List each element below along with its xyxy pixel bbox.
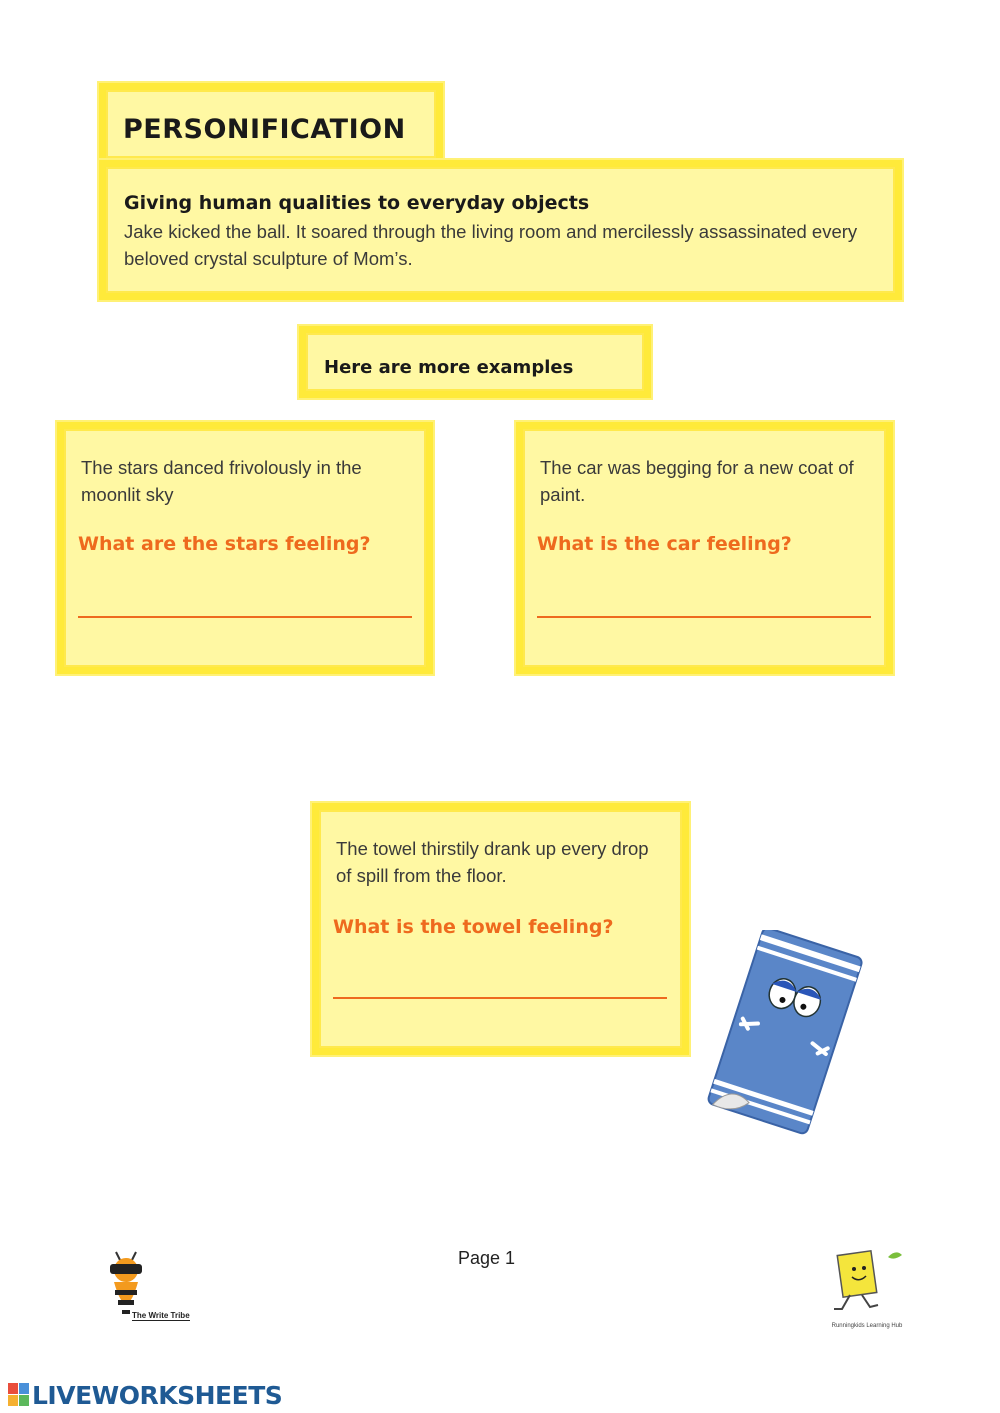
card-question: What is the towel feeling? — [333, 916, 614, 938]
card-sentence: The stars danced frivolously in the moonlit sky — [81, 457, 362, 505]
more-examples-label: Here are more examples — [324, 357, 574, 378]
answer-line[interactable] — [333, 997, 667, 999]
example-card-towel — [312, 803, 689, 1055]
liveworksheets-wordmark: LIVEWORKSHEETS — [32, 1381, 283, 1410]
card-question: What are the stars feeling? — [78, 533, 371, 555]
runningkids-label: Runningkids Learning Hub — [831, 1323, 903, 1329]
answer-line[interactable] — [78, 616, 412, 618]
runningkids-logo — [812, 1245, 922, 1345]
example-card-stars — [57, 422, 433, 674]
towel-illustration — [690, 930, 890, 1145]
definition-box — [99, 160, 902, 300]
page-title: PERSONIFICATION — [123, 114, 406, 145]
write-tribe-logo — [96, 1250, 216, 1330]
page-number: Page 1 — [458, 1248, 516, 1268]
answer-line[interactable] — [537, 616, 871, 618]
running-book-icon — [822, 1245, 912, 1315]
write-tribe-label: The Write Tribe — [132, 1311, 190, 1320]
liveworksheets-icon — [8, 1383, 30, 1407]
card-sentence: The towel thirstily drank up every drop of spill from the floor. — [336, 838, 649, 886]
definition-example: Jake kicked the ball. It soared through the living room and mercilessly assassinated every beloved crystal sculpture of Mom’s. — [124, 221, 858, 269]
example-card-car — [516, 422, 893, 674]
title-box — [99, 83, 443, 165]
card-question: What is the car feeling? — [537, 533, 792, 555]
card-sentence: The car was begging for a new coat of paint. — [540, 457, 854, 505]
definition-heading: Giving human qualities to everyday objects — [124, 192, 590, 214]
liveworksheets-brand[interactable] — [8, 1381, 298, 1411]
more-examples-box — [299, 326, 651, 398]
